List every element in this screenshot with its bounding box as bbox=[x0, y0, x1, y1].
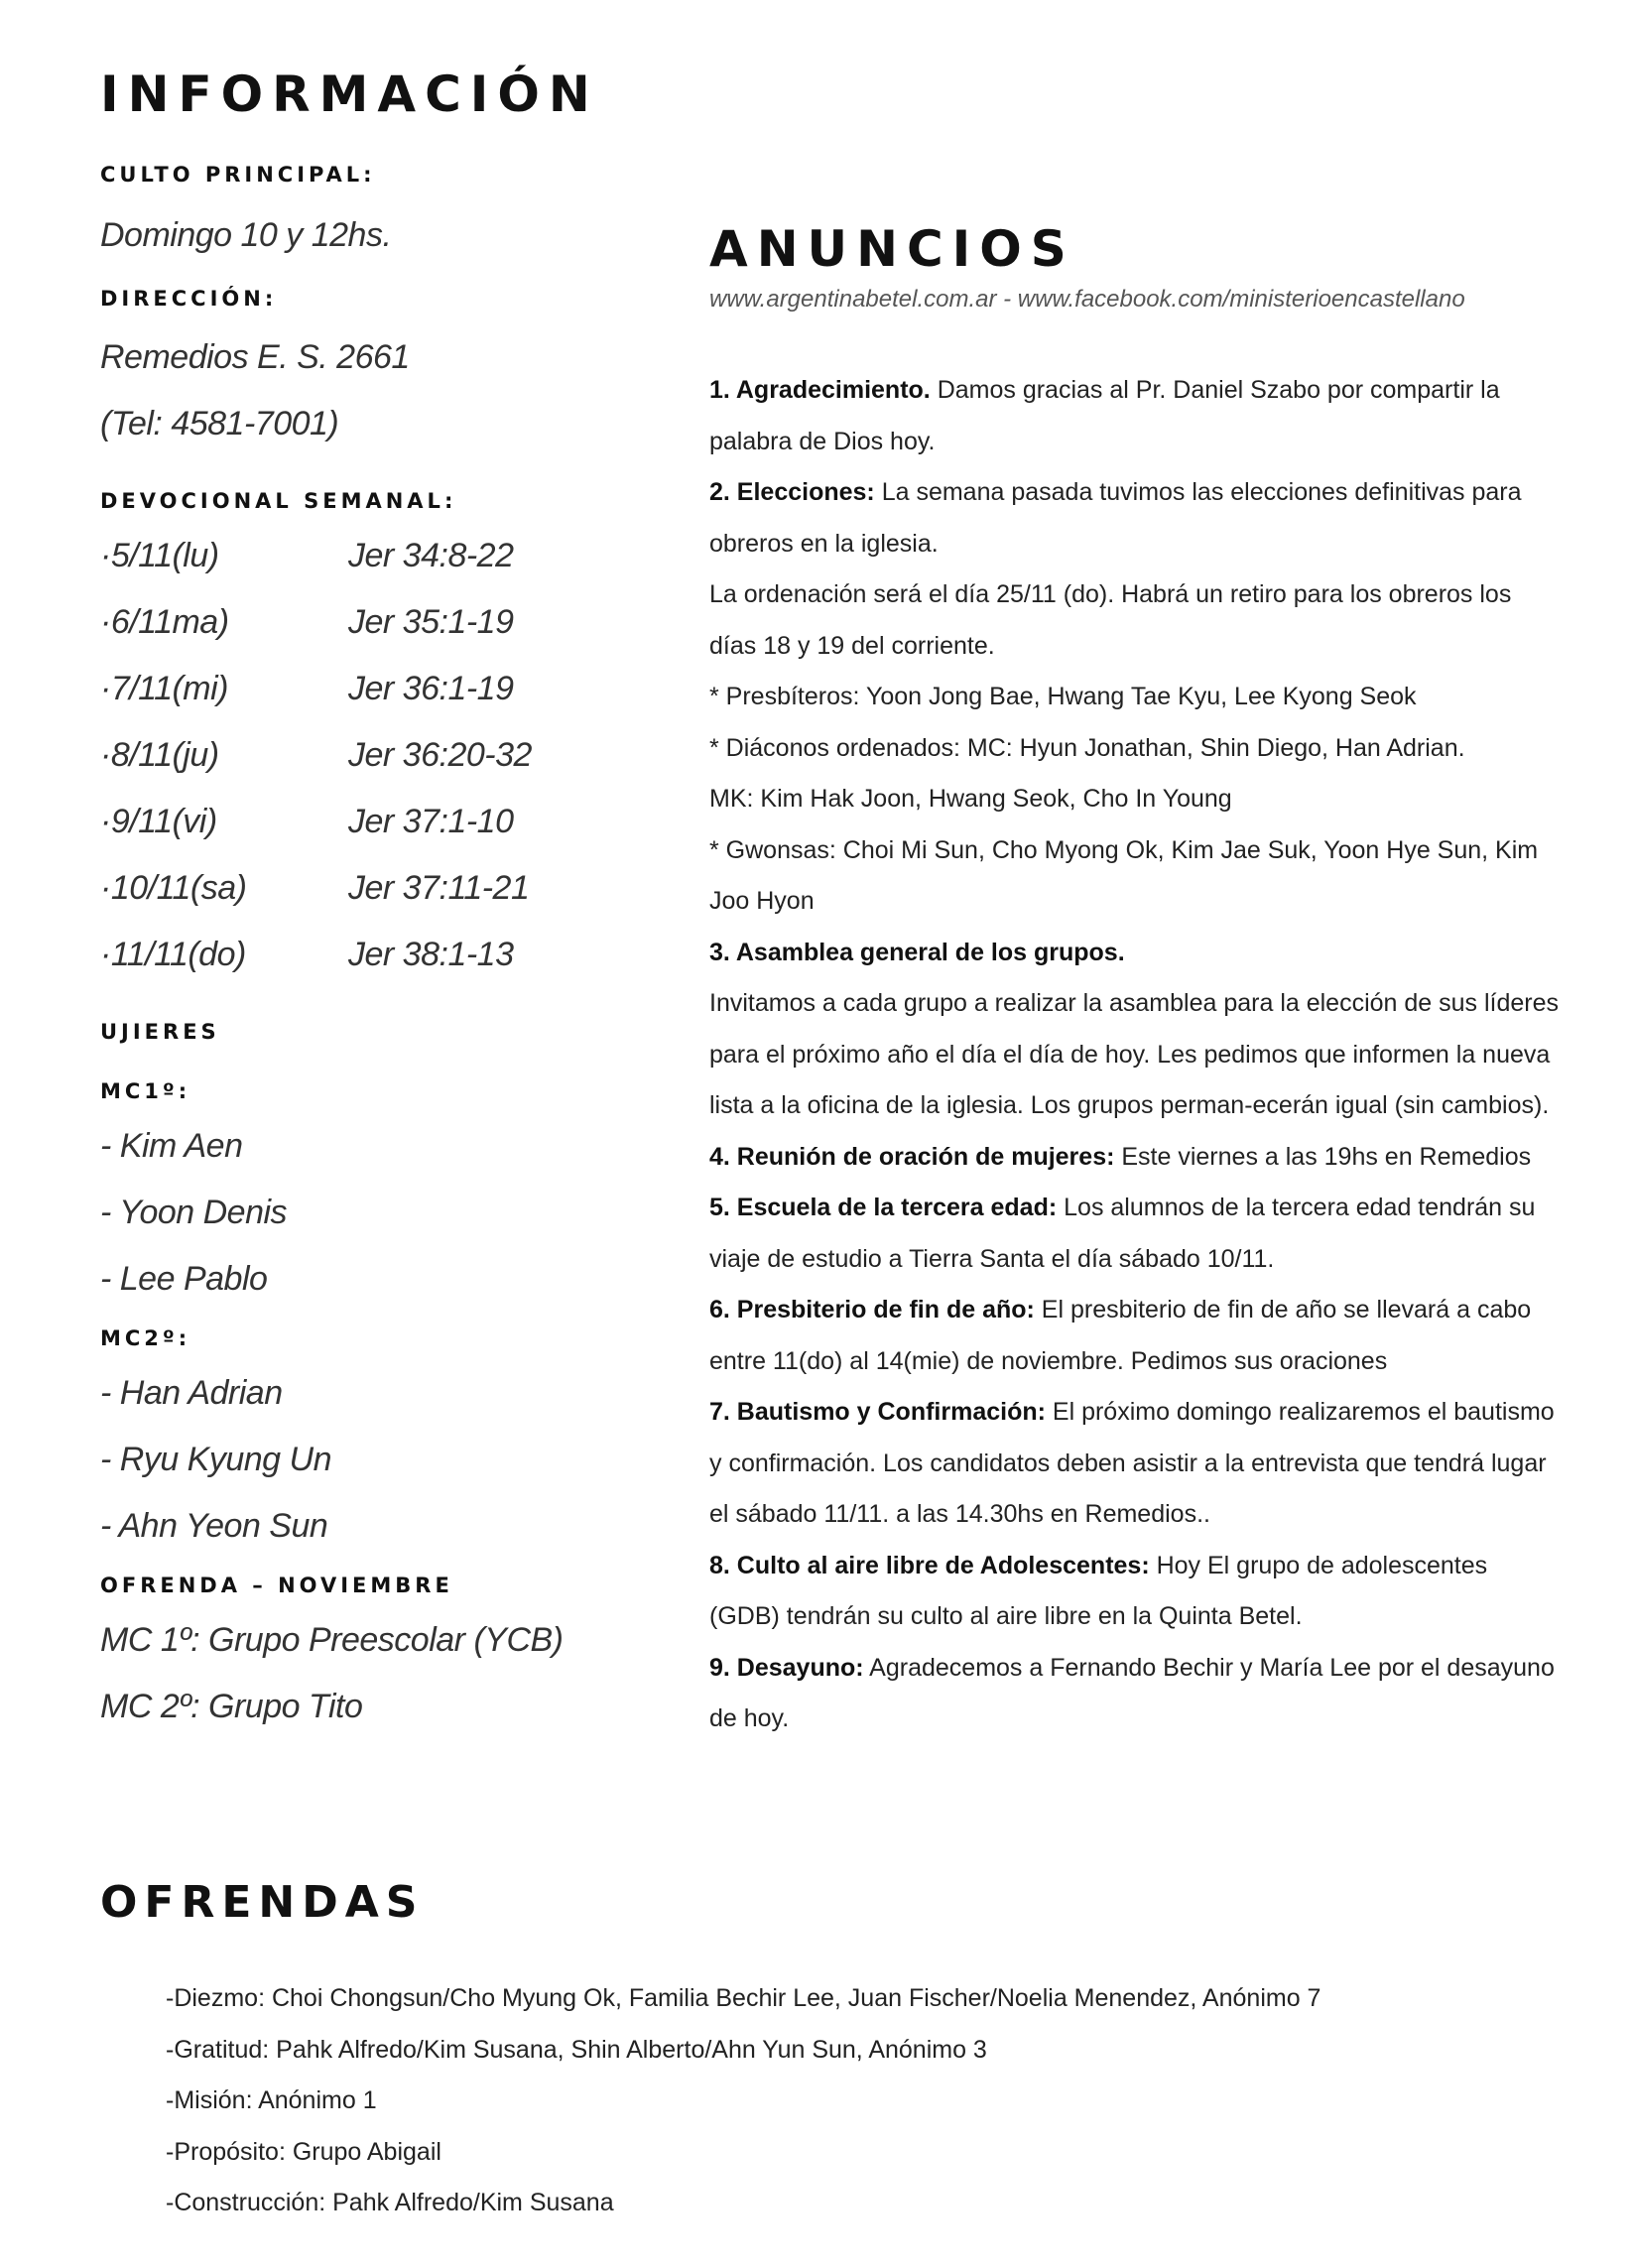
devocional-list bbox=[100, 523, 656, 988]
anuncio-text: * Presbíteros: Yoon Jong Bae, Hwang Tae Kyu, Lee Kyong Seok bbox=[709, 683, 1417, 710]
direccion-line1: Remedios E. S. 2661 bbox=[100, 338, 410, 376]
informacion-title: INFORMACIÓN bbox=[100, 65, 599, 123]
anuncio-heading: 4. Reunión de oración de mujeres: bbox=[709, 1142, 1115, 1171]
anuncio-text: * Diáconos ordenados: MC: Hyun Jonathan, Shin Diego, Han Adrian. bbox=[709, 733, 1465, 762]
devocional-row bbox=[100, 789, 656, 855]
ofrenda-mc2: MC 2º: Grupo Tito bbox=[100, 1688, 363, 1725]
anuncio-item bbox=[709, 1541, 1563, 1643]
ofrenda-mc1: MC 1º: Grupo Preescolar (YCB) bbox=[100, 1621, 564, 1659]
anuncio-item bbox=[709, 569, 1563, 672]
ofrenda-item: -Gratitud: Pahk Alfredo/Kim Susana, Shin Alberto/Ahn Yun Sun, Anónimo 3 bbox=[166, 2035, 987, 2064]
devocional-day: ·10/11(sa) bbox=[100, 869, 247, 907]
anuncio-text: MK: Kim Hak Joon, Hwang Seok, Cho In Young bbox=[709, 785, 1232, 813]
devocional-ref: Jer 36:20-32 bbox=[348, 736, 532, 774]
anuncio-heading: 6. Presbiterio de fin de año: bbox=[709, 1296, 1035, 1323]
anuncio-text: Damos gracias al Pr. Daniel Szabo por compartir la palabra de Dios hoy. bbox=[709, 376, 1500, 455]
devocional-row bbox=[100, 523, 656, 589]
direccion-label: DIRECCIÓN: bbox=[100, 287, 278, 311]
anuncio-item bbox=[709, 365, 1563, 467]
ujier-name: - Lee Pablo bbox=[100, 1260, 268, 1298]
mc2-label: MC2º: bbox=[100, 1326, 191, 1350]
devocional-row bbox=[100, 855, 656, 922]
devocional-row bbox=[100, 722, 656, 789]
anuncio-text: Hoy El grupo de adolescentes (GDB) tendrán su culto al aire libre en la Quinta Betel. bbox=[709, 1551, 1488, 1630]
anuncio-text: La semana pasada tuvimos las elecciones definitivas para obreros en la iglesia. bbox=[709, 478, 1522, 558]
anuncio-item bbox=[709, 978, 1563, 1132]
ofrenda-noviembre-label: OFRENDA – NOVIEMBRE bbox=[100, 1574, 453, 1597]
anuncio-item bbox=[709, 774, 1563, 825]
devocional-row bbox=[100, 656, 656, 722]
ofrenda-item: -Misión: Anónimo 1 bbox=[166, 2086, 377, 2114]
anuncio-text: El próximo domingo realizaremos el bautismo y confirmación. Los candidatos deben asistir a la entrevista que tendrá lugar el sábado 11/11. a las 14.30hs en Remedios.. bbox=[709, 1398, 1555, 1528]
anuncio-text: Agradecemos a Fernando Bechir y María Lee por el desayuno de hoy. bbox=[709, 1653, 1555, 1732]
anuncio-item bbox=[709, 1643, 1563, 1745]
anuncio-item bbox=[709, 672, 1563, 723]
devocional-ref: Jer 37:1-10 bbox=[348, 803, 514, 840]
ofrendas-title: OFRENDAS bbox=[100, 1877, 425, 1928]
ofrenda-item: -Propósito: Grupo Abigail bbox=[166, 2137, 441, 2166]
anuncio-heading: 9. Desayuno: bbox=[709, 1653, 864, 1682]
ujier-name: - Han Adrian bbox=[100, 1374, 283, 1412]
devocional-day: ·5/11(lu) bbox=[100, 537, 219, 574]
anuncio-heading: 8. Culto al aire libre de Adolescentes: bbox=[709, 1551, 1150, 1579]
direccion-line2: (Tel: 4581-7001) bbox=[100, 405, 339, 442]
informacion-section bbox=[100, 65, 656, 1772]
anuncio-text: La ordenación será el día 25/11 (do). Habrá un retiro para los obreros los días 18 y 19 del corriente. bbox=[709, 580, 1512, 660]
website-links: www.argentinabetel.com.ar - www.facebook.com/ministerioencastellano bbox=[709, 286, 1465, 313]
anuncio-heading: 1. Agradecimiento. bbox=[709, 376, 931, 404]
ofrenda-item: -Diezmo: Choi Chongsun/Cho Myung Ok, Familia Bechir Lee, Juan Fischer/Noelia Menendez, Anónimo 7 bbox=[166, 1984, 1321, 2012]
culto-label: CULTO PRINCIPAL: bbox=[100, 163, 376, 187]
ujier-name: - Yoon Denis bbox=[100, 1194, 288, 1231]
anuncio-text: Los alumnos de la tercera edad tendrán su viaje de estudio a Tierra Santa el día sábado 10/11. bbox=[709, 1194, 1536, 1273]
anuncio-item bbox=[709, 1285, 1563, 1387]
anuncio-item bbox=[709, 928, 1563, 979]
ujieres-label: UJIERES bbox=[100, 1020, 220, 1044]
devocional-ref: Jer 34:8-22 bbox=[348, 537, 514, 574]
anuncio-text: Invitamos a cada grupo a realizar la asamblea para la elección de sus líderes para el próximo año el día el día de hoy. Les pedimos que informen la nueva lista a la oficina de la iglesia. Los grupos perman-ecerán igual (sin cambios). bbox=[709, 989, 1560, 1119]
anuncio-text: Este viernes a las 19hs en Remedios bbox=[1114, 1142, 1532, 1171]
ofrenda-item: -Construcción: Pahk Alfredo/Kim Susana bbox=[166, 2189, 614, 2216]
devocional-day: ·8/11(ju) bbox=[100, 736, 219, 774]
devocional-ref: Jer 35:1-19 bbox=[348, 603, 514, 641]
anuncio-item bbox=[709, 1183, 1563, 1285]
anuncio-text: El presbiterio de fin de año se llevará a cabo entre 11(do) al 14(mie) de noviembre. Pedimos sus oraciones bbox=[709, 1296, 1532, 1375]
anuncio-item bbox=[709, 467, 1563, 569]
culto-value: Domingo 10 y 12hs. bbox=[100, 216, 392, 254]
devocional-row bbox=[100, 922, 656, 988]
devocional-day: ·11/11(do) bbox=[100, 936, 246, 973]
anuncios-title: ANUNCIOS bbox=[709, 220, 1075, 278]
devocional-ref: Jer 36:1-19 bbox=[348, 670, 514, 707]
devocional-day: ·9/11(vi) bbox=[100, 803, 217, 840]
anuncio-text: * Gwonsas: Choi Mi Sun, Cho Myong Ok, Kim Jae Suk, Yoon Hye Sun, Kim Joo Hyon bbox=[709, 835, 1539, 915]
anuncio-item bbox=[709, 825, 1563, 928]
devocional-day: ·7/11(mi) bbox=[100, 670, 228, 707]
ujier-name: - Ahn Yeon Sun bbox=[100, 1507, 328, 1545]
anuncio-heading: 7. Bautismo y Confirmación: bbox=[709, 1398, 1046, 1426]
ujier-name: - Ryu Kyung Un bbox=[100, 1441, 331, 1478]
devocional-row bbox=[100, 589, 656, 656]
devocional-day: ·6/11ma) bbox=[100, 603, 229, 641]
devocional-label: DEVOCIONAL SEMANAL: bbox=[100, 489, 457, 513]
anuncio-item bbox=[709, 723, 1563, 775]
anuncios-section bbox=[709, 220, 1563, 1745]
anuncio-heading: 5. Escuela de la tercera edad: bbox=[709, 1194, 1058, 1221]
anuncio-item bbox=[709, 1387, 1563, 1541]
ujier-name: - Kim Aen bbox=[100, 1127, 243, 1165]
anuncio-item bbox=[709, 1132, 1563, 1184]
devocional-ref: Jer 37:11-21 bbox=[348, 869, 530, 907]
anuncio-heading: 3. Asamblea general de los grupos. bbox=[709, 938, 1125, 966]
ofrendas-section bbox=[100, 1877, 1588, 2229]
devocional-ref: Jer 38:1-13 bbox=[348, 936, 514, 973]
anuncio-heading: 2. Elecciones: bbox=[709, 478, 875, 506]
mc1-label: MC1º: bbox=[100, 1079, 191, 1103]
